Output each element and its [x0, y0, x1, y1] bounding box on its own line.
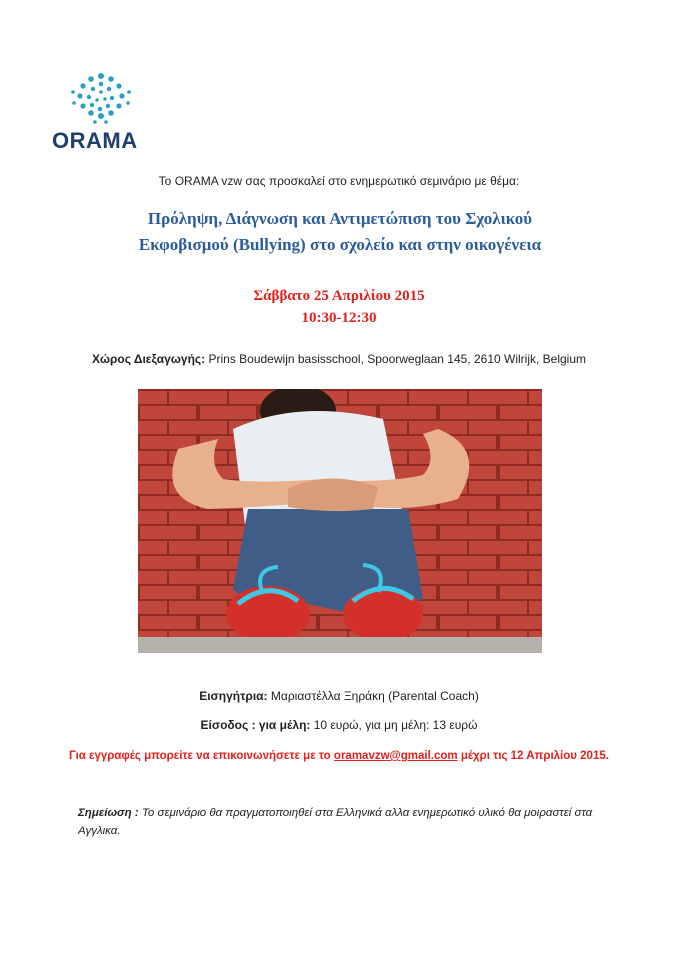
speaker-label: Εισηγήτρια:: [199, 689, 268, 703]
speaker-line: [0, 689, 678, 703]
note-label: Σημείωση :: [78, 807, 139, 819]
child-sitting-illustration: [138, 389, 542, 653]
title-line-2: Εκφοβισμού (Bullying) στο σχολείο και στην οικογένεια: [138, 235, 542, 254]
bullying-photo: [138, 389, 542, 653]
registration-line: [0, 750, 678, 762]
note-paragraph: [78, 804, 618, 840]
logo-text: ORAMA: [52, 128, 138, 153]
event-time: 10:30-12:30: [301, 310, 377, 326]
speaker-value: Μαριαστέλλα Ξηράκη (Parental Coach): [270, 689, 479, 703]
event-date: [0, 285, 678, 329]
venue-label: Χώρος Διεξαγωγής:: [91, 352, 206, 366]
venue-line: [0, 352, 678, 366]
venue-value: Prins Boudewijn basisschool, Spoorweglaan 145, 2610 Wilrijk, Belgium: [208, 352, 587, 366]
seminar-title: [60, 206, 620, 258]
registration-text: Για εγγραφές μπορείτε να επικοινωνήσετε με το: [69, 750, 331, 762]
title-line-1: Πρόληψη, Διάγνωση και Αντιμετώπιση του Σχολικού: [147, 209, 533, 228]
entry-line: [0, 718, 678, 732]
orama-logo: [52, 70, 152, 154]
entry-value: 10 ευρώ, για μη μέλη: 13 ευρώ: [313, 718, 478, 732]
dots-burst-icon: [68, 70, 134, 128]
registration-deadline: μέχρι τις 12 Απριλίου 2015.: [460, 750, 609, 762]
entry-label: Είσοδος : για μέλη:: [200, 718, 311, 732]
note-text: Το σεμινάριο θα πραγματοποιηθεί στα Ελληνικά αλλα ενημερωτικό υλικό θα μοιραστεί στα Αγγλικα.: [78, 807, 593, 837]
email-link[interactable]: oramavzw@gmail.com: [333, 750, 458, 762]
intro-text: Το ORAMA vzw σας προσκαλεί στο ενημερωτικό σεμινάριο με θέμα:: [158, 174, 520, 188]
event-day: Σάββατο 25 Απριλίου 2015: [253, 288, 425, 304]
